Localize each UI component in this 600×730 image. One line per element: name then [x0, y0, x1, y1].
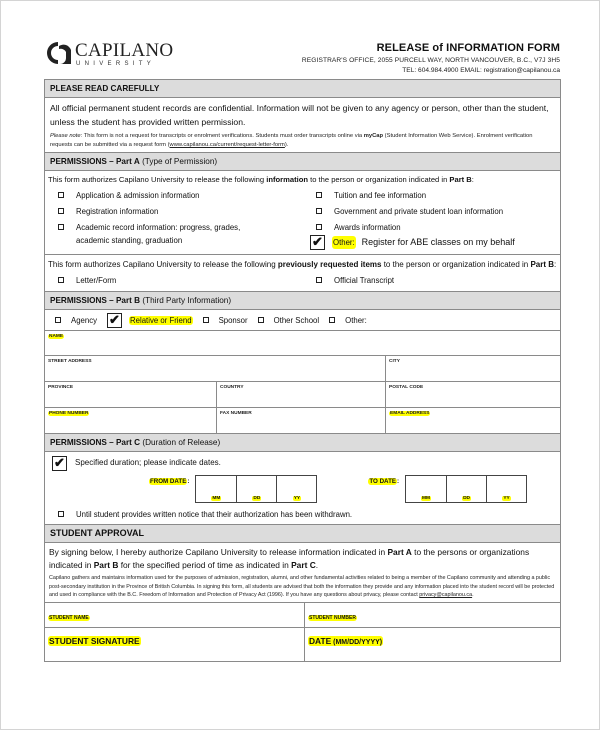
from-day-input[interactable]: DD	[236, 476, 276, 502]
checkbox-icon[interactable]	[58, 208, 64, 214]
read-carefully-block	[45, 98, 560, 152]
option-other[interactable]	[306, 236, 556, 250]
student-signature-field[interactable]: STUDENT SIGNATURE	[49, 635, 140, 646]
check-icon: ✔	[54, 455, 65, 470]
checkbox-icon[interactable]	[316, 224, 322, 230]
checkbox-icon[interactable]	[58, 511, 64, 517]
student-id-row	[45, 602, 560, 627]
from-month-input[interactable]: MM	[212, 496, 221, 501]
option-student-loan[interactable]: Government and private student loan information	[306, 205, 556, 218]
check-icon: ✔	[109, 311, 120, 327]
section-heading-part-b: PERMISSIONS – Part B (Third Party Information)	[45, 291, 560, 310]
student-name-field[interactable]: STUDENT NAME	[49, 614, 89, 621]
to-date-label: TO DATE:	[369, 478, 400, 485]
checkbox-icon[interactable]	[316, 208, 322, 214]
street-address-field[interactable]: STREET ADDRESS	[48, 359, 92, 364]
checkbox-icon[interactable]	[329, 317, 335, 323]
section-heading-read-carefully: PLEASE READ CAREFULLY	[45, 80, 560, 98]
option-relative-or-friend[interactable]: Relative or Friend	[130, 315, 192, 325]
from-year-input[interactable]: YY	[276, 476, 316, 502]
option-application-admission[interactable]: Application & admission information	[48, 189, 306, 202]
capilano-c-logo-icon	[44, 41, 72, 65]
country-field[interactable]: COUNTRY	[216, 382, 385, 407]
option-awards[interactable]: Awards information	[306, 221, 556, 234]
phone-number-field[interactable]: PHONE NUMBER	[49, 411, 89, 416]
checkbox-icon[interactable]	[203, 317, 209, 323]
check-icon: ✔	[312, 234, 323, 249]
third-party-address-grid	[45, 330, 560, 433]
checkbox-checked[interactable]	[107, 313, 122, 328]
option-until-withdrawn[interactable]: Until student provides written notice that their authorization has been withdrawn.	[48, 508, 557, 521]
checkbox-icon[interactable]	[55, 317, 61, 323]
to-date-boxes	[405, 475, 527, 503]
part-a-right-column	[306, 186, 556, 252]
checkbox-checked[interactable]	[310, 235, 325, 250]
part-b-options	[45, 310, 560, 330]
from-date-label: FROM DATE:	[150, 478, 190, 485]
checkbox-icon[interactable]	[316, 192, 322, 198]
capilano-logo	[44, 40, 174, 72]
release-form	[44, 79, 561, 662]
checkbox-icon[interactable]	[316, 277, 322, 283]
to-month-input[interactable]: MM	[422, 496, 431, 501]
office-address: REGISTRAR'S OFFICE, 2055 PURCELL WAY, NORTH VANCOUVER, B.C., V7J 3H5	[301, 57, 560, 64]
option-sponsor[interactable]: Sponsor	[218, 315, 248, 325]
to-year-input[interactable]: YY	[486, 476, 526, 502]
privacy-email-link[interactable]: privacy@capilanou.ca	[419, 592, 473, 598]
part-a-options	[48, 186, 557, 252]
logo-subtitle: UNIVERSITY	[76, 61, 156, 67]
part-a-information	[45, 171, 560, 254]
checkbox-checked[interactable]	[52, 456, 67, 471]
option-academic-record[interactable]: Academic record information: progress, grades, academic standing, graduation	[48, 221, 268, 247]
signature-row	[45, 627, 560, 661]
request-form-link[interactable]: www.capilanou.ca/current/request-letter-form	[169, 142, 285, 148]
form-title: RELEASE of INFORMATION FORM	[376, 42, 560, 54]
office-contact: TEL: 604.984.4900 EMAIL: registration@capilanou.ca	[402, 67, 560, 74]
form-header	[302, 42, 560, 74]
fax-number-field[interactable]: FAX NUMBER	[216, 408, 385, 433]
section-heading-student-approval: STUDENT APPROVAL	[45, 524, 560, 543]
option-other[interactable]: Other:	[345, 315, 367, 325]
approval-statement-block	[45, 543, 560, 602]
part-c-duration	[45, 452, 560, 524]
to-day-input[interactable]: DD	[446, 476, 486, 502]
option-tuition-fee[interactable]: Tuition and fee information	[306, 189, 556, 202]
confidentiality-statement: All official permanent student records are confidential. Information will not be given to any agency or person, other than the student, unless the student has provided written permission.	[50, 103, 549, 127]
student-number-field[interactable]: STUDENT NUMBER	[304, 603, 560, 627]
part-a-intro: This form authorizes Capilano University to release the following information to the person or organization indicated in Part B:	[48, 175, 474, 184]
option-letter-form[interactable]: Letter/Form	[48, 274, 306, 287]
option-specified-duration[interactable]: ✔ Specified duration; please indicate dates.	[54, 455, 221, 470]
previous-items-options	[48, 271, 557, 289]
option-agency[interactable]: Agency	[71, 315, 98, 325]
other-label: Other:	[333, 238, 355, 247]
email-address-field[interactable]: EMAIL ADDRESS	[385, 408, 560, 433]
option-registration[interactable]: Registration information	[48, 205, 306, 218]
logo-name: CAPILANO	[75, 40, 174, 61]
name-field[interactable]: NAME	[49, 334, 64, 339]
section-heading-part-a: PERMISSIONS – Part A (Type of Permission)	[45, 152, 560, 171]
part-a-left-column	[48, 186, 306, 252]
previous-items-intro: This form authorizes Capilano University to release the following previously requested items to the person or organization indicated in Part B:	[48, 260, 557, 269]
section-heading-part-c: PERMISSIONS – Part C (Duration of Release)	[45, 433, 560, 452]
province-field[interactable]: PROVINCE	[48, 385, 74, 390]
from-date-boxes	[195, 475, 317, 503]
checkbox-icon[interactable]	[258, 317, 264, 323]
other-value[interactable]: Register for ABE classes on my behalf	[361, 237, 515, 247]
checkbox-icon[interactable]	[58, 192, 64, 198]
checkbox-icon[interactable]	[58, 224, 64, 230]
postal-code-field[interactable]: POSTAL CODE	[385, 382, 560, 407]
please-note: Please note: This form is not a request for transcripts or enrolment verifications. Students must order transcripts online via myCap (Student Information Web Service). Enrolment verification requests can be submitted via a request form (www.capilanou.ca/current/request-letter-form).	[50, 133, 533, 148]
option-official-transcript[interactable]: Official Transcript	[306, 274, 556, 287]
signature-date-field[interactable]: DATE (MM/DD/YYYY)	[304, 628, 560, 661]
authorization-statement: By signing below, I hereby authorize Capilano University to release information indicated in Part A to the persons or organizations indicated in Part B for the specified period of time as indicated in Part C.	[49, 547, 530, 570]
option-other-school[interactable]: Other School	[273, 315, 320, 325]
date-range	[48, 475, 557, 503]
part-a-previous-items	[45, 255, 560, 291]
privacy-notice: Capilano gathers and maintains information used for the purposes of admission, registration, alumni, and other fundamental activities related to being a member of the Capilano community and attending a public post-secondary institution in the Province of British Columbia. In signing this form, all students are advised that both the information they provide and any information placed into the student record will be protected and used in compliance with the B.C. Freedom of Information and Protection of Privacy Act (1996). If you have any questions about privacy, please contact privacy@capilanou.ca.	[49, 575, 555, 598]
checkbox-icon[interactable]	[58, 277, 64, 283]
city-field[interactable]: CITY	[385, 356, 560, 381]
